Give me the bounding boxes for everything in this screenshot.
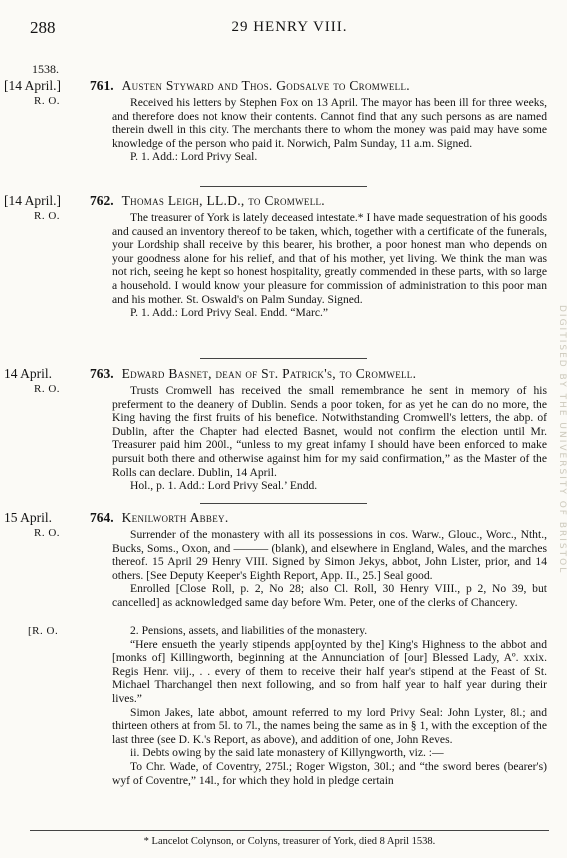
page-number: 288 xyxy=(30,18,56,37)
entry-paragraph: Simon Jakes, late abbot, amount referred to my lord Privy Seal: John Lyster, 8l.; and thirteen others at from 5l. to 7l., the names being the same as in § 1, with the exception of the last three (see D. K.'s Report, as above), and addition of one, John Reves. xyxy=(112,705,547,746)
entry-body xyxy=(112,384,547,493)
entry-description: P. 1. Add.: Lord Privy Seal. Endd. “Marc.” xyxy=(130,306,329,320)
entry-heading xyxy=(90,510,549,526)
entry-sidenote xyxy=(4,193,92,223)
entry-source: R. O. xyxy=(34,95,61,107)
entry-paragraph: Received his letters by Stephen Fox on 13 April. The mayor has been ill for three weeks, and therefore does not know their contents. Cannot find that any such persons as are named therein dwell in this city. The merchants there to whom the money was paid may have some knowledge of the person who paid it. Norwich, Palm Sunday, 11 a.m. Signed. xyxy=(112,96,547,150)
footnote: * Lancelot Colynson, or Colyns, treasurer of York, died 8 April 1538. xyxy=(143,836,436,847)
entry-paragraph: Enrolled [Close Roll, p. 2, No 28; also Cl. Roll, 30 Henry VIII., p 2, No 39, but cancelled] as acknowledged same day before Wm. Peter, one of the clerks of Chancery. xyxy=(112,582,547,609)
entry-date: [14 April.] xyxy=(4,193,61,208)
entry-paragraph: Trusts Cromwell has received the small remembrance he sent in memory of his preferment to the deanery of Dublin. Sends a poor token, for as yet he can do no more, the King having the first fruits of his benefice. Notwithstanding Cromwell's letters, the abp. of Dublin, after the Chapter had elected Basnet, would not confirm the election until Mr. Treasurer paid him 200l., “unless to my great infamy I should have been enforced to make pursuit both there and otherwise against him for my said confirmation,” as the Master of the Rolls can declare. Dublin, 14 April. xyxy=(112,384,547,479)
entry-sidenote xyxy=(4,366,92,396)
entry-date: [14 April.] xyxy=(4,78,61,93)
entry-date: 15 April. xyxy=(4,510,53,525)
entry-body xyxy=(112,211,547,320)
entry-paragraph: 2. Pensions, assets, and liabilities of the monastery. xyxy=(130,624,368,637)
entry-source: [R. O. xyxy=(28,625,59,637)
entry-title: Kenilworth Abbey. xyxy=(121,510,229,525)
entry-sidenote xyxy=(4,624,92,638)
entry-source: R. O. xyxy=(34,383,61,395)
entry-heading xyxy=(90,193,549,209)
entry-paragraph: ii. Debts owing by the said late monastery of Killyngworth, viz. :— xyxy=(130,746,444,760)
entry-paragraph: Surrender of the monastery with all its possessions in cos. Warw., Glouc., Worc., Ntht., Bucks, Soms., Oxon, and ——— (blank), and elsewhere in England, Wales, and the marches thereof. 15 April 29 Henry VIII. Signed by Simon Jekys, abbot, John Lister, prior, and 14 others. [See Deputy Keeper's Eighth Report, App. II., 25.] Seal good. xyxy=(112,528,547,582)
entry-heading xyxy=(90,78,549,94)
entry-paragraph: To Chr. Wade, of Coventry, 275l.; Roger Wigston, 30l.; and “the sword beres (bearer's) wyf of Coventre,” 14l., for which they hold in pledge certain xyxy=(112,759,547,787)
entry-body xyxy=(112,96,547,164)
entry-date: 14 April. xyxy=(4,366,53,381)
entry-title: Austen Styward and Thos. Godsalve to Cromwell. xyxy=(121,78,410,93)
entry-heading xyxy=(90,366,549,382)
entry-description: Hol., p. 1. Add.: Lord Privy Seal.’ Endd. xyxy=(130,479,318,493)
entry-source: R. O. xyxy=(34,210,61,222)
entry-divider xyxy=(200,358,367,359)
footnote-divider xyxy=(30,830,549,831)
entry-sidenote xyxy=(4,78,92,108)
entry-title: Edward Basnet, dean of St. Patrick's, to Cromwell. xyxy=(121,366,417,381)
page-header xyxy=(30,18,549,40)
entry-body xyxy=(112,528,547,610)
entry-source: R. O. xyxy=(34,527,61,539)
entry-paragraph: The treasurer of York is lately deceased intestate.* I have made sequestration of his goods and caused an inventory thereof to be taken, which, together with a certificate of the funerals, your Lordship shall receive by this bearer, his brother, a poor honest man who depends on your goodness alone for his relief, and that of his mother, yet living. We think the man was not rich, seeing he kept so honest hospitality, greatly commended in these parts, with so large a household. I would know your pleasure for commission of administration to this poor man and his mother. St. Oswald's on Palm Sunday. Signed. xyxy=(112,211,547,306)
entry-divider xyxy=(200,186,367,187)
entry-sidenote xyxy=(4,510,92,540)
entry-number: 761. xyxy=(90,78,114,93)
entry-paragraph: “Here ensueth the yearly stipends app[oynted by the] King's Highness to the abbot and [monks of] Killingworth, beginning at the Annunciation of [our] Blessed Lady, Aº. xxix. Regis Henr. viij., . . every of them to receive their half year's stipend at the Feast of St. Michael Tharchangel then next following, and so from half year to half year during their lives.” xyxy=(112,637,547,705)
entry-body xyxy=(112,624,547,787)
entry-number: 763. xyxy=(90,366,114,381)
entry-divider xyxy=(200,503,367,504)
entry-number: 764. xyxy=(90,510,114,525)
entry-title: Thomas Leigh, LL.D., to Cromwell. xyxy=(121,193,325,208)
watermark-stamp: DIGITISED BY THE UNIVERSITY OF BRISTOL xyxy=(557,305,567,575)
entry-number: 762. xyxy=(90,193,114,208)
entry-description: P. 1. Add.: Lord Privy Seal. xyxy=(130,150,258,164)
running-title: 29 HENRY VIII. xyxy=(231,19,348,35)
year-marker: 1538. xyxy=(32,62,59,76)
